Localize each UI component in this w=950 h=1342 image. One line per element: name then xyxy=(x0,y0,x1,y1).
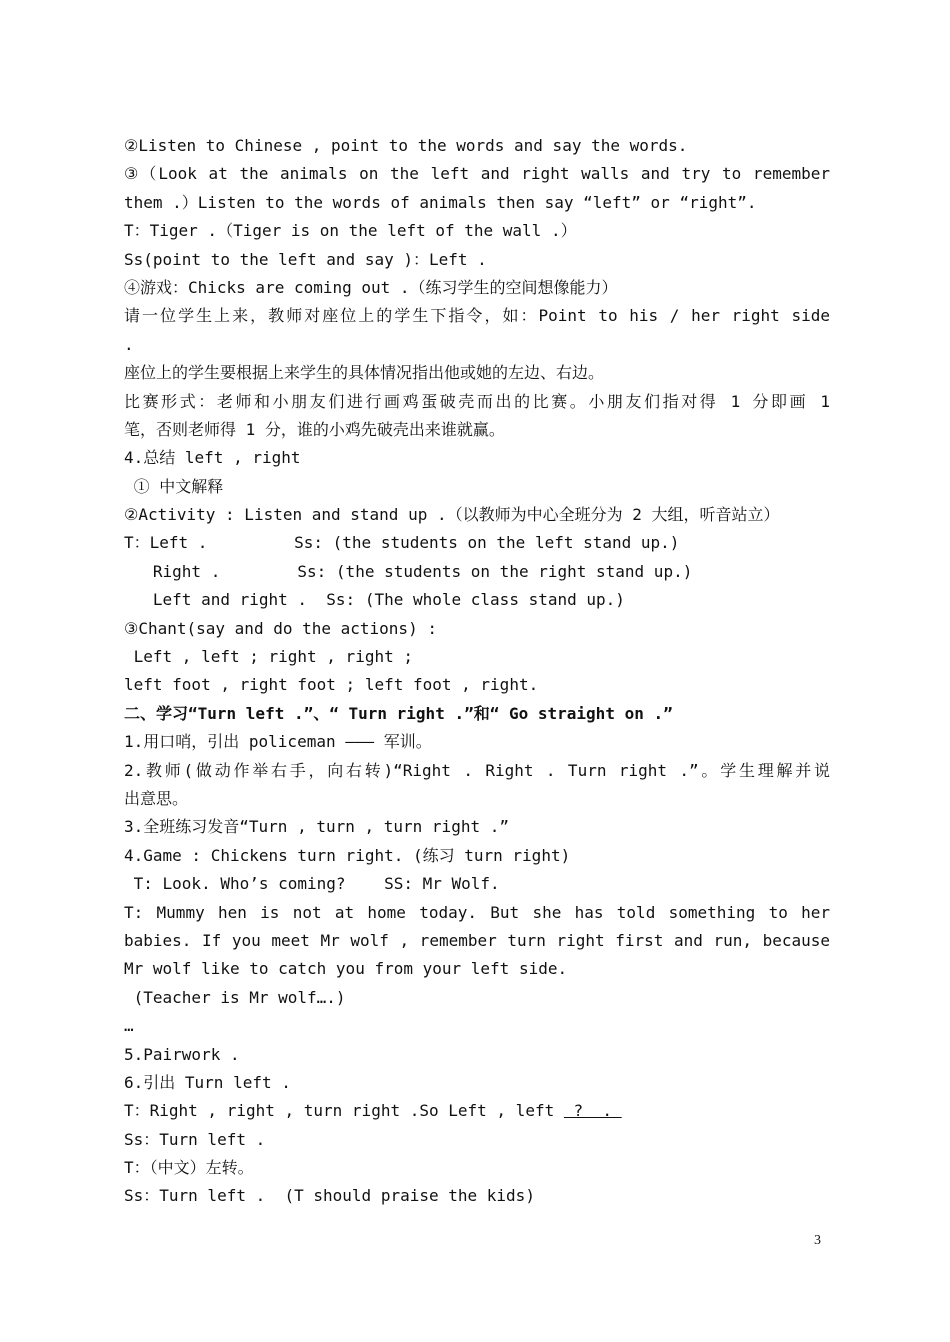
text-line: 座位上的学生要根据上来学生的具体情况指出他或她的左边、右边。 xyxy=(124,363,605,383)
text-line: 6.引出 Turn left . xyxy=(124,1072,291,1092)
text-line: ④游戏：Chicks are coming out .（练习学生的空间想像能力） xyxy=(124,277,618,297)
text-line: . xyxy=(124,334,134,354)
text-line xyxy=(124,1097,830,1125)
text-line: 比赛形式：老师和小朋友们进行画鸡蛋破壳而出的比赛。小朋友们指对得 1 分即画 1 xyxy=(124,391,830,411)
text-line: T：Left . Ss: (the students on the left stand up.) xyxy=(124,533,680,553)
text-line: Ss：Turn left . xyxy=(124,1129,266,1149)
text-line: T：（中文）左转。 xyxy=(124,1158,254,1178)
text-line: T: Look. Who’s coming? SS: Mr Wolf. xyxy=(124,874,500,894)
text-line: ③（Look at the animals on the left and right walls and try to remember xyxy=(124,164,830,184)
text-line: T: Mummy hen is not at home today. But she has told something to her xyxy=(124,902,830,922)
text-line: Ss(point to the left and say )：Left . xyxy=(124,249,487,269)
text-line: babies. If you meet Mr wolf , remember turn right first and run, because xyxy=(124,930,830,950)
text-line: ②Listen to Chinese , point to the words and say the words. xyxy=(124,136,688,155)
text-line: 笔，否则老师得 1 分，谁的小鸡先破壳出来谁就赢。 xyxy=(124,419,505,439)
text-line: … xyxy=(124,1016,134,1036)
text-line: Left and right . Ss: (The whole class stand up.) xyxy=(124,590,625,610)
text-line: 5.Pairwork . xyxy=(124,1044,240,1064)
text-line: Mr wolf like to catch you from your left side. xyxy=(124,959,568,979)
section-heading: 二、学习“Turn left .”、“ Turn right .”和“ Go straight on .” xyxy=(124,703,673,723)
text-line: 1.用口哨，引出 policeman ——— 军训。 xyxy=(124,732,432,752)
document-body xyxy=(124,132,830,1211)
text-line: 4.Game : Chickens turn right. (练习 turn right) xyxy=(124,845,571,865)
text-line: 3.全班练习发音“Turn , turn , turn right .” xyxy=(124,817,509,837)
text-fragment: T：Right , right , turn right .So Left , left xyxy=(124,1101,564,1121)
text-line: (Teacher is Mr wolf….) xyxy=(124,987,346,1007)
text-line: left foot , right foot ; left foot , right. xyxy=(124,675,539,695)
text-line: ②Activity : Listen and stand up .（以教师为中心全班分为 2 大组，听音站立） xyxy=(124,505,780,525)
text-line: Right . Ss: (the students on the right stand up.) xyxy=(124,561,693,581)
text-line: 出意思。 xyxy=(124,788,189,808)
text-line: 请一位学生上来，教师对座位上的学生下指令，如：Point to his / her right side xyxy=(124,306,830,326)
text-line: ① 中文解释 xyxy=(124,476,224,496)
text-line: T：Tiger .（Tiger is on the left of the wall .） xyxy=(124,221,577,241)
page-number: 3 xyxy=(814,1233,821,1248)
text-line: them .）Listen to the words of animals then say “left” or “right”. xyxy=(124,192,757,212)
text-line: Left , left ; right , right ; xyxy=(124,647,413,667)
text-line: 2.教师(做动作举右手，向右转)“Right . Right . Turn right .”。学生理解并说 xyxy=(124,760,830,780)
text-line: ③Chant(say and do the actions) : xyxy=(124,618,437,638)
text-line: Ss：Turn left . (T should praise the kids) xyxy=(124,1186,535,1206)
answer-blank: ? . xyxy=(563,1101,622,1121)
text-line: 4.总结 left , right xyxy=(124,448,301,468)
